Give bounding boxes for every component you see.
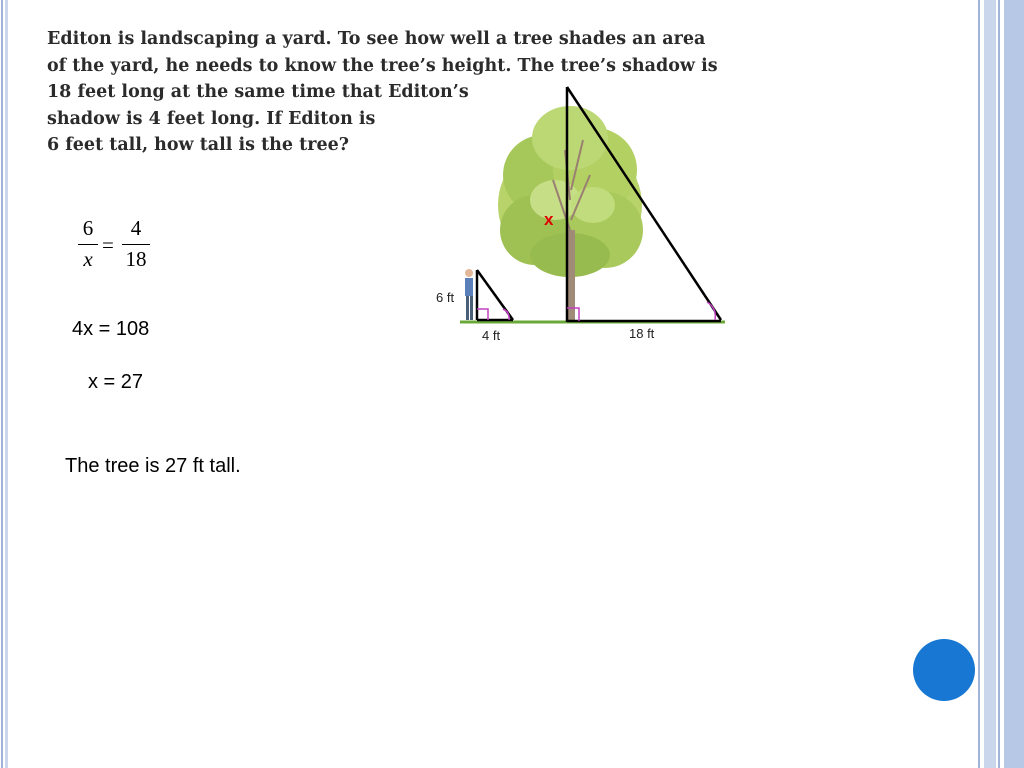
right-numerator: 4 bbox=[130, 216, 142, 240]
right-border-decoration bbox=[978, 0, 1024, 768]
solution-step-result: x = 27 bbox=[88, 371, 144, 393]
unknown-height-label: x bbox=[544, 210, 554, 229]
problem-line: of the yard, he needs to know the tree’s height. The tree’s shadow is bbox=[47, 55, 718, 76]
slide-action-button[interactable] bbox=[913, 639, 975, 701]
tree-shadow-angle-marker bbox=[707, 302, 715, 320]
right-fraction bbox=[122, 216, 150, 273]
person-right-angle-marker bbox=[477, 309, 488, 320]
fraction-bar bbox=[78, 244, 98, 245]
tree-shadow-diagram bbox=[425, 80, 735, 350]
answer-text: The tree is 27 ft tall. bbox=[65, 455, 241, 477]
person-shadow-label: 4 ft bbox=[482, 328, 501, 343]
person-figure bbox=[465, 269, 473, 320]
person-height-label: 6 ft bbox=[436, 290, 455, 305]
left-fraction bbox=[78, 216, 98, 273]
equals-sign: = bbox=[102, 233, 114, 257]
left-denominator: x bbox=[83, 247, 93, 271]
right-denominator: 18 bbox=[125, 247, 147, 271]
left-border-decoration bbox=[0, 0, 10, 768]
person-shadow-angle-marker bbox=[503, 309, 509, 320]
problem-line: 18 feet long at the same time that Editon’s bbox=[47, 82, 469, 102]
solution-step-multiply: 4x = 108 bbox=[72, 318, 150, 340]
problem-line: Editon is landscaping a yard. To see how well a tree shades an area bbox=[47, 29, 706, 49]
left-numerator: 6 bbox=[82, 216, 94, 240]
problem-line: 6 feet tall, how tall is the tree? bbox=[47, 135, 349, 155]
fraction-bar bbox=[122, 244, 150, 245]
tree-shadow-label: 18 ft bbox=[629, 326, 655, 341]
problem-line: shadow is 4 feet long. If Editon is bbox=[47, 108, 376, 129]
